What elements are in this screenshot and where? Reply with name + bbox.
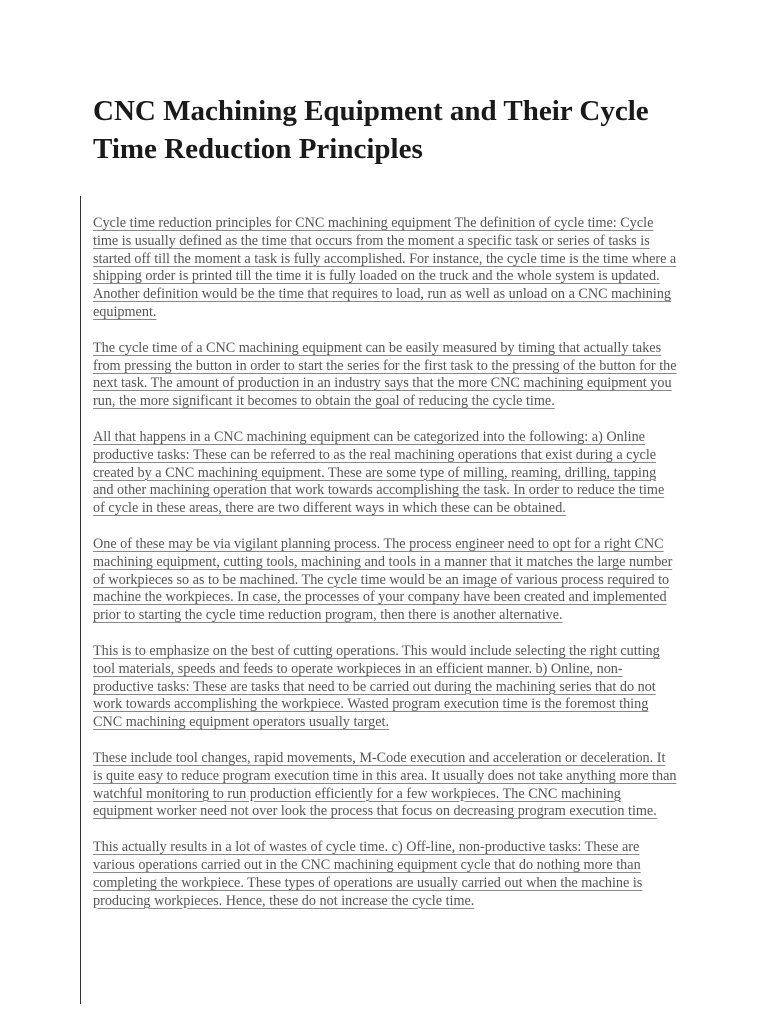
document-title: CNC Machining Equipment and Their Cycle Time Reduction Principles <box>93 95 649 165</box>
document-body <box>93 215 678 928</box>
paragraph-2[interactable]: The cycle time of a CNC machining equipment can be easily measured by timing that actually takes from pressing the button in order to start the series for the first task to the pressing of the button for the next task. The amount of production in an industry says that the more CNC machining equipment you run, the more significant it becomes to obtain the goal of reducing the cycle time. <box>93 339 677 410</box>
paragraph-6[interactable]: These include tool changes, rapid movements, M-Code execution and acceleration or deceleration. It is quite easy to reduce program execution time in this area. It usually does not take anything more than watchful monitoring to run production efficiently for a few workpieces. The CNC machining equipment worker need not over look the process that focus on decreasing program execution time. <box>93 749 677 820</box>
paragraph-3[interactable]: All that happens in a CNC machining equipment can be categorized into the following: a) Online productive tasks: These can be referred to as the real machining operations that exist during a cycle created by a CNC machining equipment. These are some type of milling, reaming, drilling, tapping and other machining operation that work towards accomplishing the task. In order to reduce the time of cycle in these areas, there are two different ways in which these can be obtained. <box>93 428 665 517</box>
paragraph-7[interactable]: This actually results in a lot of wastes of cycle time. c) Off-line, non-productive tasks: These are various operations carried out in the CNC machining equipment cycle that do nothing more than completing the workpiece. These types of operations are usually carried out when the machine is producing workpieces. Hence, these do not increase the cycle time. <box>93 839 643 909</box>
paragraph-5[interactable]: This is to emphasize on the best of cutting operations. This would include selecting the right cutting tool materials, speeds and feeds to operate workpieces in an efficient manner. b) Online, non-productive tasks: These are tasks that need to be carried out during the machining series that do not work towards accomplishing the workpiece. Wasted program execution time is the foremost thing CNC machining equipment operators usually target. <box>93 642 660 731</box>
paragraph-1[interactable]: Cycle time reduction principles for CNC machining equipment The definition of cycle time: Cycle time is usually defined as the time that occurs from the moment a specific task or series of tasks is started off till the moment a task is fully accomplished. For instance, the cycle time is the time where a shipping order is printed till the time it is fully loaded on the truck and the whole system is updated. Another definition would be the time that requires to load, run as well as unload on a CNC machining equipment. <box>93 215 677 320</box>
left-margin-rule <box>80 196 81 1004</box>
paragraph-4[interactable]: One of these may be via vigilant planning process. The process engineer need to opt for a right CNC machining equipment, cutting tools, machining and tools in a manner that it matches the large number of workpieces so as to be machined. The cycle time would be an image of various process required to machine the workpieces. In case, the processes of your company have been created and implemented prior to starting the cycle time reduction program, then there is another alternative. <box>93 535 673 624</box>
